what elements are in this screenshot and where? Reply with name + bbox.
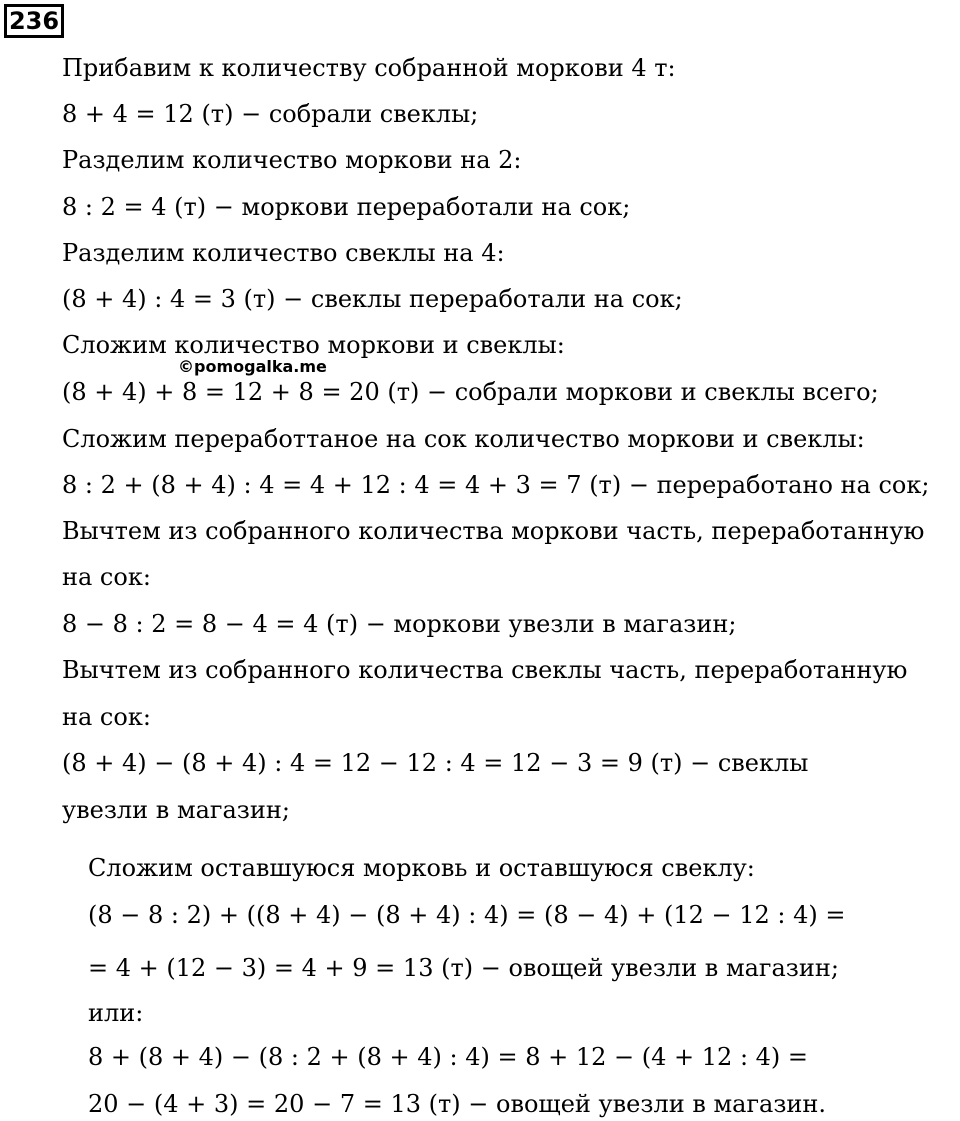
solution-line: 8 + 4 = 12 (т) − собрали свеклы;	[62, 100, 479, 128]
solution-line: или:	[88, 999, 144, 1027]
watermark: ©pomogalka.me	[178, 357, 327, 376]
solution-line: = 4 + (12 − 3) = 4 + 9 = 13 (т) − овощей увезли в магазин;	[88, 954, 839, 982]
solution-line: Вычтем из собранного количества моркови часть, переработанную	[62, 517, 925, 545]
solution-line: Вычтем из собранного количества свеклы часть, переработанную	[62, 656, 908, 684]
solution-line: Сложим переработтаное на сок количество моркови и свеклы:	[62, 425, 865, 453]
solution-line: на сок:	[62, 703, 151, 731]
solution-line: 8 − 8 : 2 = 8 − 4 = 4 (т) − моркови увезли в магазин;	[62, 610, 737, 638]
solution-line: на сок:	[62, 563, 151, 591]
solution-line: (8 − 8 : 2) + ((8 + 4) − (8 + 4) : 4) = (8 − 4) + (12 − 12 : 4) =	[88, 901, 846, 929]
solution-line: (8 + 4) : 4 = 3 (т) − свеклы переработали на сок;	[62, 285, 683, 313]
solution-line: 8 + (8 + 4) − (8 : 2 + (8 + 4) : 4) = 8 + 12 − (4 + 12 : 4) =	[88, 1043, 809, 1071]
solution-line: Разделим количество свеклы на 4:	[62, 239, 505, 267]
solution-line: Прибавим к количеству собранной моркови 4 т:	[62, 54, 676, 82]
solution-line: (8 + 4) + 8 = 12 + 8 = 20 (т) − собрали моркови и свеклы всего;	[62, 378, 879, 406]
solution-line: увезли в магазин;	[62, 796, 290, 824]
solution-line: 8 : 2 = 4 (т) − моркови переработали на сок;	[62, 193, 631, 221]
problem-number-badge: 236	[4, 4, 64, 38]
solution-line: 8 : 2 + (8 + 4) : 4 = 4 + 12 : 4 = 4 + 3 = 7 (т) − переработано на сок;	[62, 471, 930, 499]
solution-line: 20 − (4 + 3) = 20 − 7 = 13 (т) − овощей увезли в магазин.	[88, 1090, 827, 1118]
solution-line: Разделим количество моркови на 2:	[62, 146, 522, 174]
solution-line: Сложим количество моркови и свеклы:	[62, 331, 565, 359]
solution-line: Сложим оставшуюся морковь и оставшуюся свеклу:	[88, 854, 755, 882]
solution-line: (8 + 4) − (8 + 4) : 4 = 12 − 12 : 4 = 12 − 3 = 9 (т) − свеклы	[62, 749, 809, 777]
